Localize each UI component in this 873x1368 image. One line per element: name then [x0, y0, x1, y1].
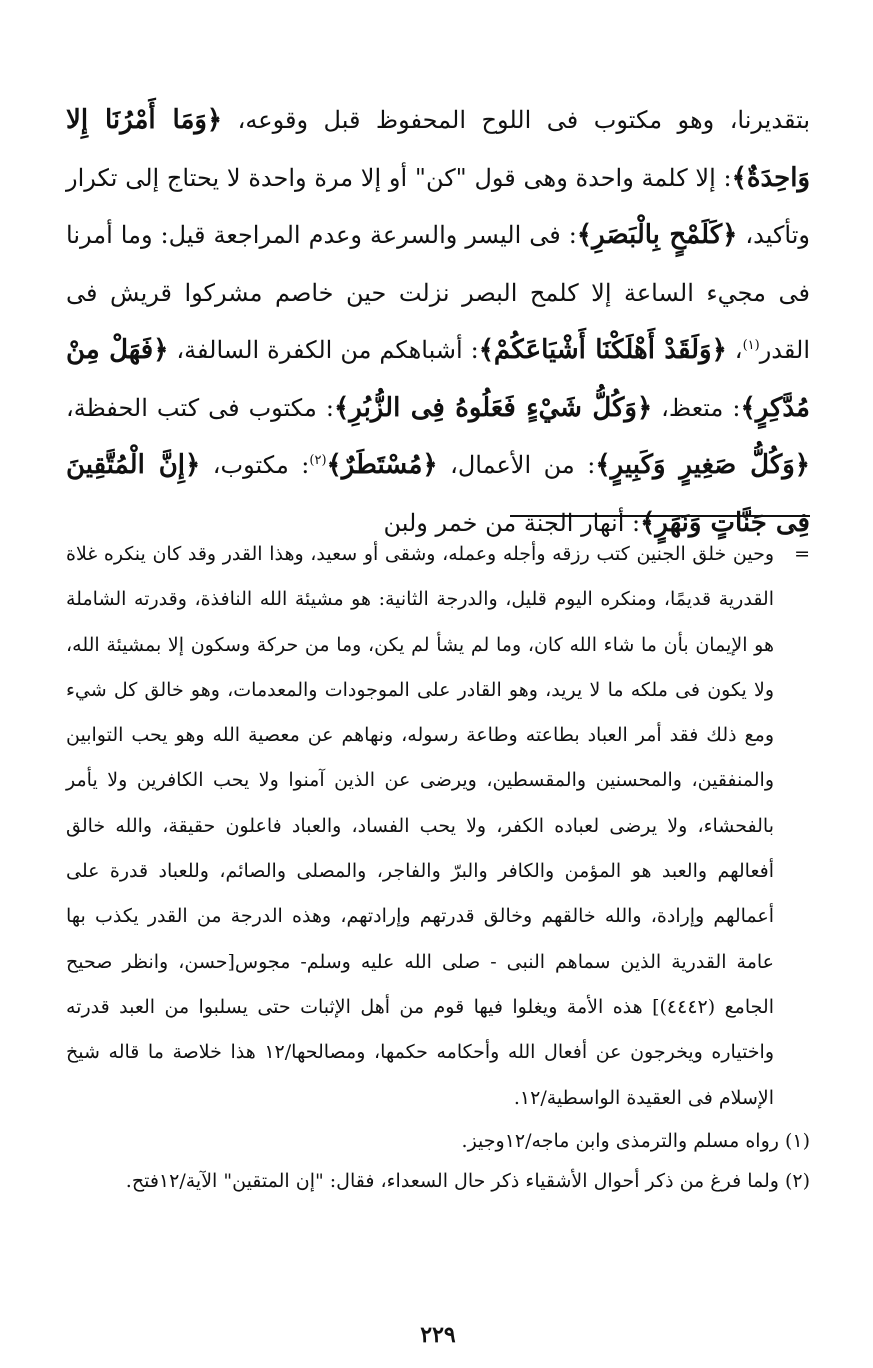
footnote-reference: (١)	[742, 338, 760, 353]
main-text-segment: : مكتوب فى كتب الحفظة،	[66, 393, 334, 422]
page-number: ٢٢٩	[420, 1322, 456, 1348]
quran-verse: ﴿وَكُلُّ صَغِيرٍ وَكَبِيرٍ﴾	[595, 450, 810, 480]
footnote-2	[66, 1161, 810, 1201]
book-page	[66, 92, 810, 1352]
main-text-block	[66, 92, 810, 552]
footnotes-section	[66, 532, 810, 1201]
continued-footnote	[66, 532, 810, 1121]
quran-verse: ﴿وَلَقَدْ أَهْلَكْنَا أَشْيَاعَكُمْ﴾	[478, 335, 727, 365]
quran-verse: ﴿وَكُلُّ شَيْءٍ فَعَلُوهُ فِى الزُّبُرِ﴾	[333, 392, 653, 423]
quran-verse: ﴿إِنَّ الْمُتَّقِينَ فِى جَنَّاتٍ وَنَهَرٍ﴾	[66, 450, 810, 538]
main-text-segment: بتقديرنا، وهو مكتوب فى اللوح المحفوظ قبل وقوعه،	[222, 106, 811, 134]
main-text-segment: : فى اليسر والسرعة وعدم المراجعة قيل: وما أمرنا فى مجيء الساعة إلا كلمح البصر نزلت حين خاصم مشركوا قريش فى القدر	[66, 221, 811, 364]
main-text-segment: : من الأعمال،	[437, 451, 596, 479]
quran-verse: ﴿مُسْتَطَرٌ﴾	[326, 450, 438, 480]
main-text-segment: : أنهار الجنة من خمر ولبن	[383, 508, 641, 537]
quran-verse: ﴿كَلَمْحٍ بِالْبَصَرِ﴾	[576, 220, 738, 250]
footnote-1	[66, 1121, 810, 1161]
footnote-number: (١)	[784, 1129, 810, 1152]
main-text-segment: : أشباهكم من الكفرة السالفة،	[168, 336, 479, 364]
main-text-segment: ،	[726, 336, 743, 364]
footnote-reference: (٢)	[309, 453, 327, 468]
main-text-segment: : مكتوب،	[200, 451, 310, 479]
quran-verse: ﴿فَهَلْ مِنْ مُدَّكِرٍ﴾	[66, 335, 810, 423]
footnote-separator-line	[510, 515, 810, 517]
quran-verse: ﴿وَمَا أَمْرُنَا إِلا وَاحِدَةٌ﴾	[66, 105, 810, 193]
continuation-marker: =	[794, 543, 810, 565]
continued-footnote-text: وحين خلق الجنين كتب رزقه وأجله وعمله، وشقى أو سعيد، وهذا القدر وقد كان ينكره غلاة القدرية قديمًا، ومنكره اليوم قليل، والدرجة الثانية: هو مشيئة الله النافذة، وقدرته الشاملة هو الإيمان بأن ما شاء الله كان، وما لم يشأ لم يكن، وما من حركة وسكون إلا بمشيئة الله، ولا يكون فى ملكه ما لا يريد، وهو القادر على الموجودات والمعدمات، وهو خالق كل شيء ومع ذلك فقد أمر العباد بطاعته وطاعة رسوله، ونهاهم عن معصية الله وهو يحب التوابين والمنفقين، والمحسنين والمقسطين، ويرضى عن الذين آمنوا ولا يحب الكافرين ولا يأمر بالفحشاء، ولا يرضى لعباده الكفر، ولا يحب الفساد، والعباد فاعلون حقيقة، والله خالق أفعالهم والعبد هو المؤمن والكافر والبرّ والفاجر، والمصلى والصائم، وللعباد قدرة على أعمالهم وإرادة، والله خالقهم وخالق قدرتهم وإرادتهم، وهذه الدرجة من القدر يكذب بها عامة القدرية الذين سماهم النبى - صلى الله عليه وسلم- مجوس[حسن، وانظر صحيح الجامع (٤٤٤٢)] هذه الأمة ويغلوا فيها قوم من أهل الإثبات حتى يسلبوا من العبد قدرته واختياره ويخرجون عن أفعال الله وأحكامه حكمها، ومصالحها/١٢ هذا خلاصة ما قاله شيخ الإسلام فى العقيدة الواسطية/١٢.	[66, 543, 775, 1109]
footnote-text: رواه مسلم والترمذى وابن ماجه/١٢وجيز.	[461, 1129, 779, 1152]
main-text-segment: : متعظ،	[652, 393, 741, 422]
main-text-segment: : إلا كلمة واحدة وهى قول "كن" أو إلا مرة واحدة لا يحتاج إلى تكرار وتأكيد،	[66, 163, 810, 249]
footnote-number: (٢)	[784, 1169, 810, 1192]
footnote-text: ولما فرغ من ذكر أحوال الأشقياء ذكر حال السعداء، فقال: "إن المتقين" الآية/١٢فتح.	[125, 1169, 779, 1192]
